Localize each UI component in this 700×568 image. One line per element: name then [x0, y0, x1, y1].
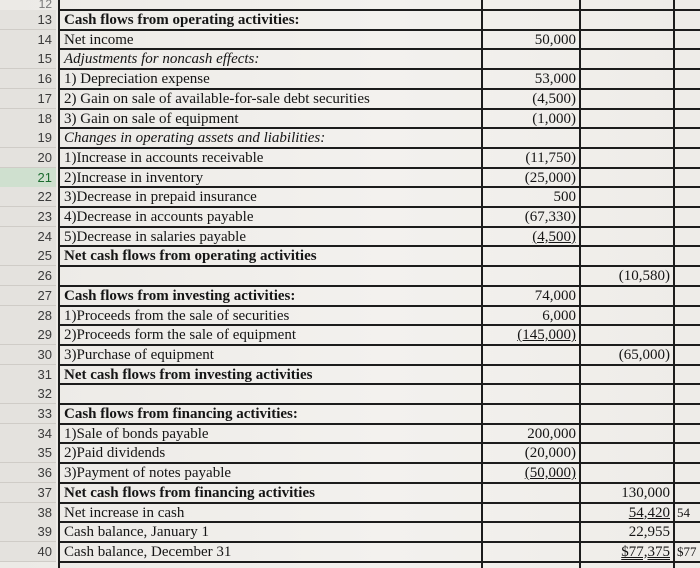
table-row — [0, 286, 700, 306]
row-border — [58, 186, 700, 188]
row-border — [58, 226, 700, 228]
cell-label[interactable]: 1) Depreciation expense — [64, 71, 210, 88]
table-row — [0, 522, 700, 542]
cell-overflow[interactable] — [677, 463, 700, 483]
cell-amount[interactable] — [485, 345, 579, 365]
cell-amount[interactable] — [485, 266, 579, 286]
cell-total[interactable] — [583, 69, 673, 89]
row-number[interactable]: 24 — [0, 227, 56, 247]
row-border — [58, 29, 700, 31]
cell-total[interactable] — [583, 148, 673, 168]
cell-overflow[interactable] — [677, 168, 700, 188]
cell-amount[interactable]: (145,000) — [517, 327, 576, 344]
cell-total[interactable]: $77,375 — [621, 543, 670, 560]
cell-amount[interactable]: 53,000 — [534, 71, 576, 88]
cell-amount[interactable] — [485, 49, 579, 69]
cell-label[interactable]: 3)Payment of notes payable — [64, 465, 232, 482]
row-border — [58, 462, 700, 464]
row-border — [58, 482, 700, 484]
row-number[interactable]: 31 — [0, 365, 56, 385]
cell-total[interactable] — [583, 246, 673, 266]
cell-total[interactable] — [583, 463, 673, 483]
cell-total[interactable]: 22,955 — [628, 524, 670, 541]
row-border — [58, 324, 700, 326]
cell-amount[interactable]: (11,750) — [525, 149, 576, 166]
cell-total[interactable]: 54,420 — [628, 504, 670, 521]
cell-amount[interactable] — [485, 503, 579, 523]
cell-total[interactable] — [583, 10, 673, 30]
cell-total[interactable]: (10,580) — [618, 268, 670, 285]
cell-total[interactable] — [583, 49, 673, 69]
table-row — [0, 542, 700, 562]
row-border — [58, 305, 700, 307]
cell-overflow[interactable] — [677, 10, 700, 30]
table-row — [0, 345, 700, 365]
cell-amount[interactable]: (4,500) — [532, 90, 576, 107]
cell-label[interactable]: 1)Increase in accounts receivable — [64, 149, 264, 166]
row-number[interactable]: 29 — [0, 325, 56, 345]
cell-total[interactable] — [583, 365, 673, 385]
cell-amount[interactable] — [485, 10, 579, 30]
row-border — [58, 245, 700, 247]
row-number[interactable]: 32 — [0, 384, 56, 404]
cell-amount[interactable]: 74,000 — [534, 287, 576, 304]
cell-overflow[interactable] — [677, 227, 700, 247]
cell-amount[interactable] — [485, 384, 579, 404]
row-number[interactable]: 21 — [0, 168, 56, 188]
row-border — [58, 265, 700, 267]
cell-label[interactable]: 2) Gain on sale of available-for-sale debt securities — [64, 90, 370, 107]
row-number[interactable]: 26 — [0, 266, 56, 286]
cell-amount[interactable]: (67,330) — [524, 209, 576, 225]
row-border — [58, 364, 700, 366]
row-number[interactable]: 35 — [0, 443, 56, 463]
row-border — [58, 88, 700, 90]
cell-label[interactable]: 3)Decrease in prepaid insurance — [64, 189, 257, 206]
cell-overflow[interactable] — [677, 345, 700, 365]
row-number[interactable]: 20 — [0, 148, 56, 168]
row-number[interactable]: 28 — [0, 306, 56, 326]
cell-overflow[interactable] — [677, 522, 700, 542]
row-number[interactable]: 36 — [0, 463, 56, 483]
cell-overflow[interactable] — [677, 483, 700, 503]
row-number[interactable]: 38 — [0, 503, 56, 523]
cell-total[interactable] — [583, 89, 673, 109]
cell-total[interactable] — [583, 227, 673, 247]
cell-total[interactable]: 130,000 — [621, 484, 670, 501]
table-row — [0, 404, 700, 424]
cell-overflow[interactable] — [677, 325, 700, 345]
table-row — [0, 306, 700, 326]
cell-overflow[interactable] — [677, 384, 700, 404]
table-row — [0, 503, 700, 523]
table-row — [0, 266, 700, 286]
cell-total[interactable] — [583, 443, 673, 463]
cell-total[interactable] — [583, 207, 673, 227]
cell-overflow[interactable]: 54 — [677, 504, 690, 520]
cell-label[interactable]: Net cash flows from investing activities — [64, 366, 313, 383]
row-border — [58, 68, 700, 70]
row-number[interactable]: 19 — [0, 128, 56, 148]
cell-label[interactable]: Cash balance, January 1 — [64, 524, 209, 541]
table-row — [0, 30, 700, 50]
cell-amount[interactable] — [485, 365, 579, 385]
cell-amount[interactable] — [485, 404, 579, 424]
row-border — [58, 442, 700, 444]
table-row — [0, 89, 700, 109]
cell-label[interactable]: 2)Proceeds form the sale of equipment — [64, 327, 297, 344]
row-number[interactable]: 27 — [0, 286, 56, 306]
row-number[interactable]: 37 — [0, 483, 56, 503]
cell-overflow[interactable] — [677, 148, 700, 168]
row-border — [58, 147, 700, 149]
cell-amount[interactable] — [485, 483, 579, 503]
cell-total[interactable] — [583, 424, 673, 444]
row-number[interactable]: 13 — [0, 10, 56, 30]
table-row — [0, 168, 700, 188]
cell-overflow[interactable]: $77 — [677, 543, 697, 559]
cell-total[interactable] — [583, 384, 673, 404]
cell-label[interactable]: Cash flows from financing activities: — [64, 406, 298, 422]
row-border — [58, 541, 700, 543]
cell-label[interactable]: 5)Decrease in salaries payable — [64, 228, 246, 245]
row-number[interactable]: 22 — [0, 187, 56, 207]
cell-total[interactable] — [583, 187, 673, 207]
cell-label[interactable] — [61, 384, 481, 404]
cell-overflow[interactable] — [677, 365, 700, 385]
table-row — [0, 246, 700, 266]
row-border — [58, 502, 700, 504]
cell-amount[interactable]: (4,500) — [532, 228, 576, 245]
row-number[interactable]: 17 — [0, 89, 56, 109]
cell-label[interactable]: 3)Purchase of equipment — [64, 346, 214, 363]
cell-amount[interactable]: 200,000 — [527, 425, 576, 442]
cell-overflow[interactable] — [677, 404, 700, 424]
cell-total[interactable] — [583, 325, 673, 345]
cell-overflow[interactable] — [677, 286, 700, 306]
row-number[interactable]: 23 — [0, 207, 56, 227]
cell-overflow[interactable] — [677, 128, 700, 148]
row-border — [58, 521, 700, 523]
row-border — [58, 561, 700, 563]
cell-total[interactable] — [583, 286, 673, 306]
cell-amount[interactable]: 500 — [553, 189, 576, 206]
cell-label[interactable]: 1)Proceeds from the sale of securities — [64, 307, 290, 324]
row-border — [58, 9, 700, 11]
row-border — [58, 127, 700, 129]
cell-total[interactable] — [583, 404, 673, 424]
row-number[interactable]: 30 — [0, 345, 56, 365]
cell-amount[interactable]: 6,000 — [542, 307, 576, 324]
cell-total[interactable]: (65,000) — [618, 346, 670, 363]
row-border — [58, 383, 700, 385]
row-border — [58, 403, 700, 405]
cell-total[interactable] — [583, 109, 673, 129]
row-number[interactable]: 39 — [0, 522, 56, 542]
table-row — [0, 10, 700, 30]
cell-overflow[interactable] — [677, 30, 700, 50]
row-number-partial: 12 — [38, 0, 52, 10]
cell-overflow[interactable] — [677, 443, 700, 463]
table-row — [0, 148, 700, 168]
table-row — [0, 128, 700, 148]
cell-label[interactable]: Net cash flows from financing activities — [64, 484, 315, 501]
row-number[interactable]: 34 — [0, 424, 56, 444]
cell-label[interactable]: Net cash flows from operating activities — [64, 248, 317, 265]
row-number[interactable]: 14 — [0, 30, 56, 50]
row-number[interactable]: 40 — [0, 542, 56, 562]
row-border — [58, 423, 700, 425]
row-number[interactable]: 16 — [0, 69, 56, 89]
cell-amount[interactable] — [485, 128, 579, 148]
cell-overflow[interactable] — [677, 187, 700, 207]
cell-amount[interactable]: 50,000 — [534, 31, 576, 48]
row-number[interactable]: 18 — [0, 109, 56, 129]
table-row — [0, 49, 700, 69]
cell-overflow[interactable] — [677, 246, 700, 266]
cell-amount[interactable]: (20,000) — [524, 445, 576, 462]
cell-total[interactable] — [583, 30, 673, 50]
cell-label[interactable]: Cash flows from investing activities: — [64, 287, 296, 304]
cell-overflow[interactable] — [677, 266, 700, 286]
cell-overflow[interactable] — [677, 89, 700, 109]
row-border — [58, 48, 700, 50]
cell-amount[interactable] — [485, 522, 579, 542]
cell-total[interactable] — [583, 306, 673, 326]
table-row — [0, 483, 700, 503]
table-row — [0, 365, 700, 385]
table-row — [0, 187, 700, 207]
table-row — [0, 227, 700, 247]
table-row — [0, 424, 700, 444]
cell-overflow[interactable] — [677, 424, 700, 444]
table-row — [0, 443, 700, 463]
row-border — [58, 108, 700, 110]
table-row — [0, 109, 700, 129]
cell-amount[interactable]: (50,000) — [524, 465, 576, 482]
cell-label[interactable]: 4)Decrease in accounts payable — [64, 209, 254, 225]
cell-label[interactable] — [61, 266, 481, 286]
row-border — [58, 344, 700, 346]
cell-label[interactable]: Adjustments for noncash effects: — [64, 51, 260, 68]
cell-label[interactable]: Net income — [64, 31, 134, 48]
cell-total[interactable] — [583, 168, 673, 188]
row-number[interactable]: 25 — [0, 246, 56, 266]
cell-amount[interactable]: (25,000) — [524, 169, 576, 186]
cell-overflow[interactable] — [677, 306, 700, 326]
cell-amount[interactable] — [485, 246, 579, 266]
cell-amount[interactable] — [485, 542, 579, 562]
row-border — [58, 285, 700, 287]
cell-label[interactable]: 2)Paid dividends — [64, 445, 166, 462]
row-border — [58, 167, 700, 169]
cell-overflow[interactable] — [677, 109, 700, 129]
row-number[interactable]: 33 — [0, 404, 56, 424]
row-number[interactable]: 15 — [0, 49, 56, 69]
table-row — [0, 384, 700, 404]
cell-total[interactable] — [583, 128, 673, 148]
cell-label[interactable]: 1)Sale of bonds payable — [64, 425, 209, 442]
cell-overflow[interactable] — [677, 207, 700, 227]
cell-overflow[interactable] — [677, 69, 700, 89]
cell-label[interactable]: Cash flows from operating activities: — [64, 12, 300, 28]
table-row — [0, 325, 700, 345]
table-row — [0, 463, 700, 483]
cell-label[interactable]: 3) Gain on sale of equipment — [64, 110, 239, 127]
table-row — [0, 207, 700, 227]
cell-label[interactable]: Changes in operating assets and liabilities: — [64, 130, 326, 147]
cell-amount[interactable]: (1,000) — [532, 110, 576, 127]
cell-label[interactable]: 2)Increase in inventory — [64, 169, 204, 186]
cell-label[interactable]: Cash balance, December 31 — [64, 543, 232, 560]
table-row — [0, 69, 700, 89]
cell-label[interactable]: Net increase in cash — [64, 504, 185, 521]
cell-overflow[interactable] — [677, 49, 700, 69]
row-border — [58, 206, 700, 208]
